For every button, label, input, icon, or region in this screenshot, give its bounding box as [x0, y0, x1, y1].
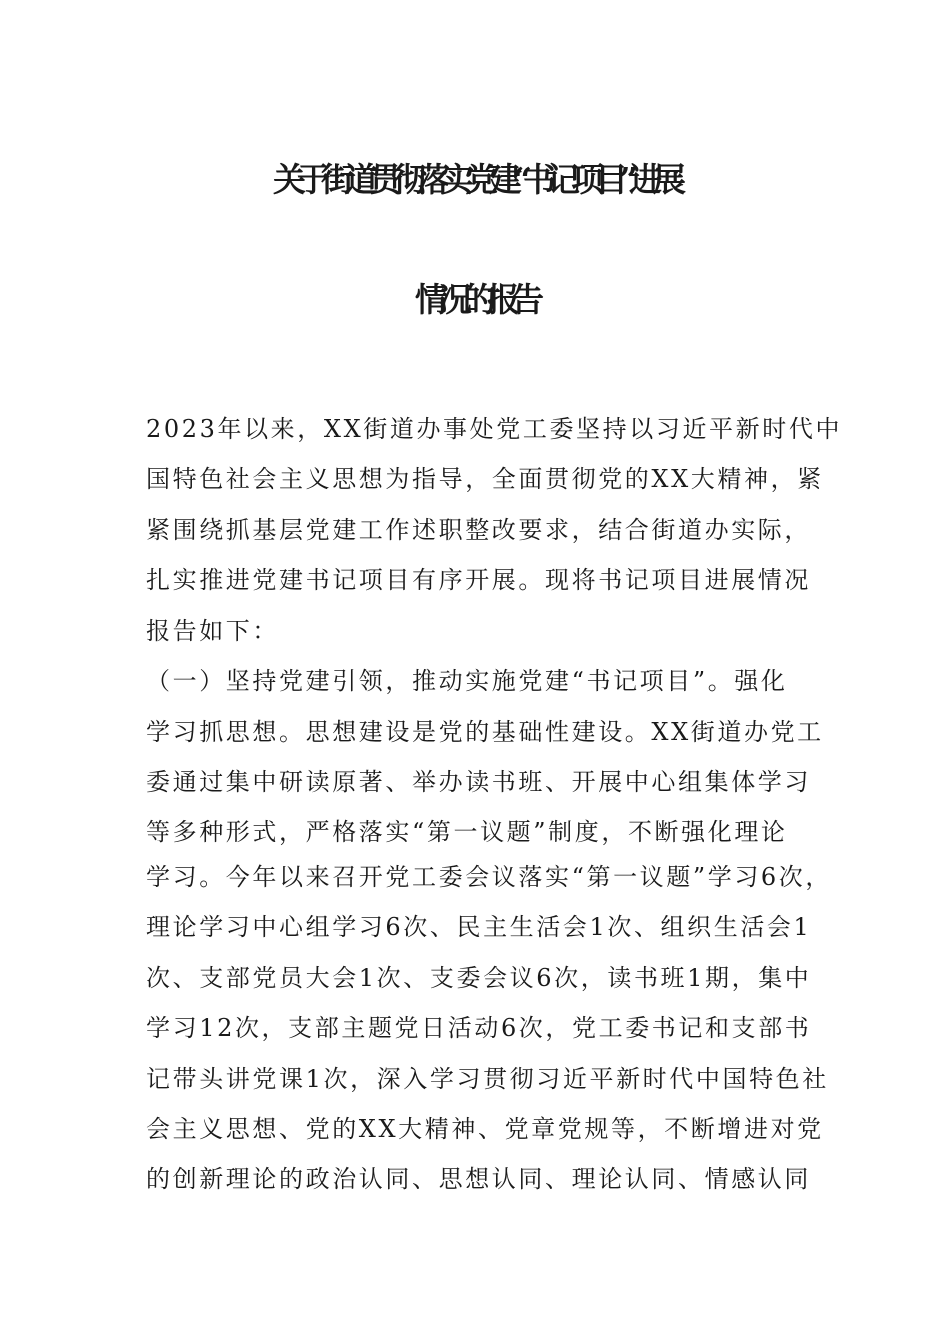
body-line: 理论学习中心组学习6次、民主生活会1次、组织生活会1: [146, 913, 812, 941]
document-title-line-2: 情况的报告: [415, 280, 535, 319]
body-line: 学习。今年以来召开党工委会议落实“第一议题”学习6次，: [146, 863, 833, 891]
body-line: 学习12次，支部主题党日活动6次，党工委书记和支部书: [146, 1014, 812, 1042]
body-line: 紧围绕抓基层党建工作述职整改要求，结合街道办实际，: [146, 516, 811, 544]
body-line: （一）坚持党建引领，推动实施党建“书记项目”。强化: [146, 667, 788, 695]
body-line: 次、支部党员大会1次、支委会议6次，读书班1期，集中: [146, 964, 812, 992]
body-line: 委通过集中研读原著、举办读书班、开展中心组集体学习: [146, 768, 811, 796]
body-line: 会主义思想、党的XX大精神、党章党规等，不断增进对党: [146, 1115, 824, 1143]
body-line: 的创新理论的政治认同、思想认同、理论认同、情感认同: [146, 1165, 811, 1193]
body-line: 报告如下：: [146, 617, 279, 645]
body-line: 学习抓思想。思想建设是党的基础性建设。XX街道办党工: [146, 718, 824, 746]
body-line: 等多种形式，严格落实“第一议题”制度，不断强化理论: [146, 818, 788, 846]
body-line: 扎实推进党建书记项目有序开展。现将书记项目进展情况: [146, 566, 811, 594]
document-title-line-1: 关于街道贯彻落实党建“书记项目”进展: [273, 160, 677, 199]
body-line: 国特色社会主义思想为指导，全面贯彻党的XX大精神，紧: [146, 465, 824, 493]
body-line: 记带头讲党课1次，深入学习贯彻习近平新时代中国特色社: [146, 1065, 829, 1093]
body-line: 2023年以来，XX街道办事处党工委坚持以习近平新时代中: [146, 415, 843, 443]
